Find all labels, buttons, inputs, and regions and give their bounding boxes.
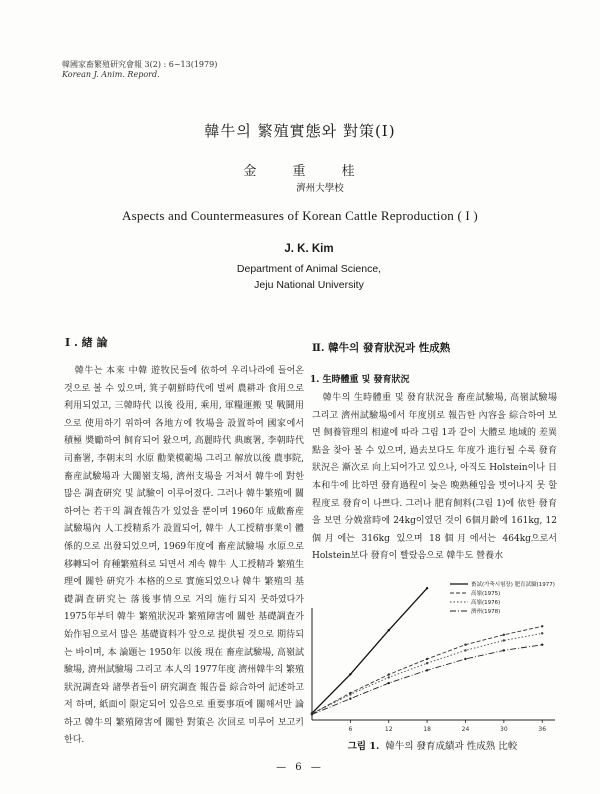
figure-1-growth-chart	[300, 570, 565, 738]
data-point	[464, 644, 466, 646]
paragraph: 韓牛의 生時體重 및 發育狀況을 畜産試驗場, 高嶺試驗場 그리고 濟州試驗場에서 年度別로 報告한 內容을 綜合하여 보면 飼養管理의 相違에 따라 그림 1과 같이 大體로 地域的 差異點을 찾아 볼 수 있으며, 過去보다도 年度가 進行될 수록 發育狀況은 漸次로 向上되어가고 있으나, 아직도 Holstein이나 日本和牛에 比하면 發育過程이 늦은 晩熟種임을 벗어나지 못 할 程度로 發育이 나쁘다. 그러나 肥育飼料(그림 1)에 依한 發育을 보면 分娩當時에 24kg이였던 것이 6個月齡에 161kg, 12個月에는 316kg 있으며 18個月에서는 464kg으로서 Holstein보다 發育이 빨랐음으로 韓牛도 營養水	[312, 393, 557, 562]
journal-header	[62, 60, 217, 80]
data-point	[349, 698, 351, 700]
data-point	[388, 682, 390, 684]
series-line	[312, 633, 542, 713]
data-point	[426, 587, 428, 589]
data-point	[541, 625, 543, 627]
series-line	[312, 588, 427, 713]
data-point	[349, 673, 351, 675]
x-tick-label: 12	[384, 726, 393, 733]
legend-label: 高嶺(1975)	[471, 591, 501, 597]
figure-caption	[300, 738, 565, 752]
x-tick-label: 30	[500, 726, 508, 733]
x-tick-label: 24	[461, 726, 470, 733]
x-tick-label: 18	[423, 726, 431, 733]
data-point	[426, 658, 428, 660]
figure-caption-label: 그림 1.	[347, 741, 380, 752]
data-point	[388, 629, 390, 631]
legend-label: 高嶺(1976)	[471, 600, 501, 606]
data-point	[464, 658, 466, 660]
series-line	[312, 645, 542, 715]
data-point	[503, 649, 505, 651]
affiliation-kr: 濟州大學校	[296, 183, 344, 194]
introduction-body	[64, 363, 304, 750]
subsection-heading-birth-weight: 1. 生時體重 및 發育狀況	[310, 375, 410, 385]
data-point	[349, 693, 351, 695]
growth-body	[312, 390, 557, 566]
x-tick-label: 6	[348, 726, 353, 733]
x-tick-label: 36	[538, 726, 547, 733]
data-point	[503, 634, 505, 636]
data-point	[426, 669, 428, 671]
data-point	[311, 713, 313, 715]
section-heading-introduction: I . 緖 論	[65, 336, 108, 349]
legend-label: 畜試(가축시험장) 肥育試驗(1977)	[471, 582, 555, 588]
data-point	[464, 649, 466, 651]
data-point	[541, 632, 543, 634]
data-point	[426, 662, 428, 664]
section-heading-growth: Ⅱ. 韓牛의 發育狀況과 性成熟	[312, 342, 451, 354]
paper-title-kr: 韓牛의 繁殖實態와 對策(I)	[204, 122, 396, 140]
author-name-en: J. K. Kim	[284, 243, 334, 255]
legend-label: 濟州(1978)	[471, 609, 501, 615]
affiliation-en-univ: Jeju National University	[254, 279, 364, 291]
data-point	[503, 639, 505, 641]
paper-title-en: Aspects and Countermeasures of Korean Cattle Reproduction ( I )	[122, 208, 478, 223]
paragraph: 韓牛는 本來 中韓 遊牧民들에 依하여 우리나라에 들어온 것으로 볼 수 있으며, 箕子朝鮮時代에 벌써 農耕과 食用으로 利用되었고, 三韓時代 以後 役用, 乘用, 軍糧運搬 및 戰鬪用으로 使用하기 위하여 各地方에 牧場을 設置하여 國家에서 積極 奬勵하여 飼育되어 왔으며, 高麗時代 典廐署, 李朝時代 司畜署, 李朝末의 水原 勸業模範場 그리고 解放以後 農事院, 畜産試驗場과 大關嶺支場, 濟州支場을 거쳐서 韓牛에 對한 많은 調査硏究 및 試驗이 이루어졌다. 그러나 韓牛繁殖에 關하여는 若干의 調査報告가 있었을 뿐이며 1960年 成歡畜産試驗場內 人工授精系가 設置되어, 韓牛 人工授精事業이 體係的으로 出發되었으며, 1969年度에 畜産試驗場 水原으로 移轉되어 育種繁殖科로 되면서 계속 韓牛 人工授精과 繁殖生理에 關한 硏究가 本格的으로 實施되었으나 韓牛 繁殖의 基礎調査硏究는 落後事情으로 거의 施行되지 못하였다가 1975年부터 韓牛 繁殖狀況과 繁殖障害에 關한 基礎調査가 始作됨으로서 많은 基礎資料가 앞으로 提供될 것으로 期待되는 바이며, 本 論題는 1950年 以後 現在 畜産試驗場, 高嶺試驗場, 濟州試驗場 그리고 本人의 1977年度 濟州韓牛의 繁殖狀況調査와 諸學者들이 硏究調査 報告를 綜合하여 記述하고저 하며, 紙面이 限定되어 있음으로 重要事項에 關해서만 論하고 韓牛의 繁殖障害에 關한 對策은 次回로 미루어 보고키 한다.	[64, 366, 304, 746]
affiliation-en-dept: Department of Animal Science,	[236, 263, 382, 275]
data-point	[388, 676, 390, 678]
page-number: — 6 —	[276, 762, 324, 773]
journal-name-en: Korean J. Anim. Repord.	[62, 70, 160, 79]
growth-chart-svg	[300, 570, 565, 738]
journal-name-kr: 韓國家畜繁殖研究會報 3(2) : 6~13(1979)	[62, 60, 218, 69]
data-point	[388, 673, 390, 675]
figure-caption-text: 韓牛의 發育成績과 性成熟 比較	[385, 741, 518, 752]
data-point	[541, 644, 543, 646]
author-name-kr: 金 重 桂	[243, 164, 357, 179]
